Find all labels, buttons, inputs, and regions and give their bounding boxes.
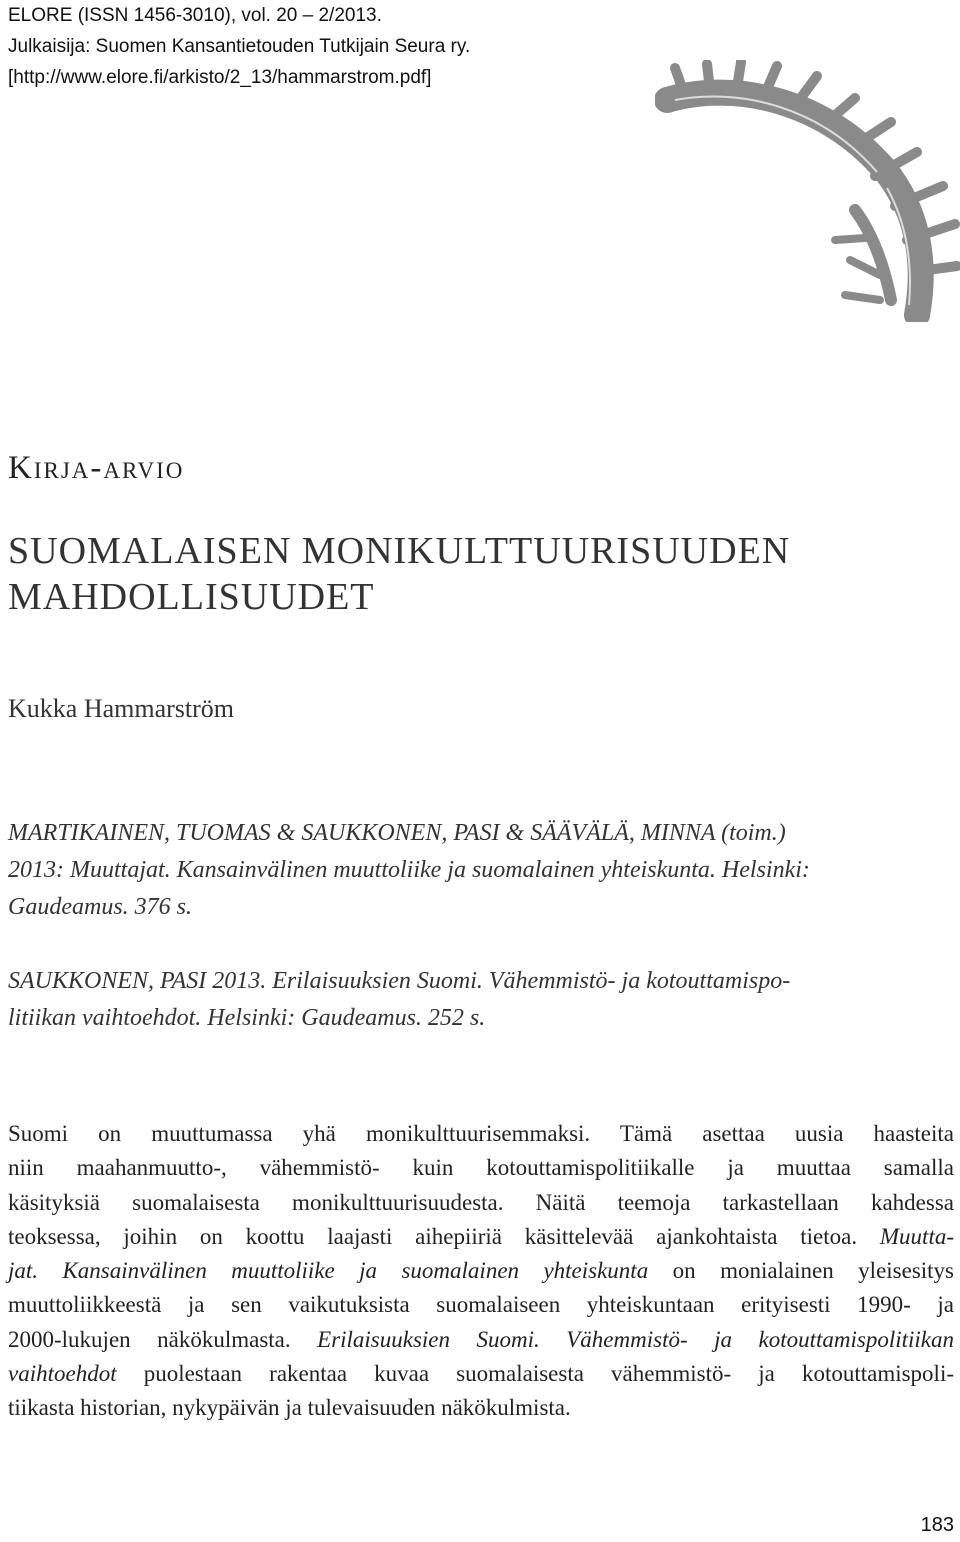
- journal-header: [8, 0, 470, 93]
- body-line: [8, 1357, 954, 1391]
- header-publisher-line: Julkaisija: Suomen Kansantietouden Tutkijain Seura ry.: [8, 36, 471, 57]
- header-issn-line: ELORE (ISSN 1456-3010), vol. 20 – 2/2013.: [8, 5, 382, 26]
- book-reference-1: [8, 815, 954, 926]
- book-title-italic: Erilaisuuksien Suomi. Vähemmistö- ja kotouttamispolitiikan: [317, 1326, 954, 1352]
- reference-2-line-2: litiikan vaihtoehdot. Helsinki: Gaudeamus. 252 s.: [8, 1005, 486, 1031]
- body-line: niin maahanmuutto-, vähemmistö- kuin kotouttamispolitiikalle ja muuttaa samalla: [8, 1155, 954, 1181]
- reference-1-line-2: 2013: Muuttajat. Kansainvälinen muuttoliike ja suomalainen yhteiskunta. Helsinki:: [8, 857, 810, 883]
- body-text-segment: on monialainen yleisesitys: [672, 1258, 955, 1284]
- body-line: tiikasta historian, nykypäivän ja tulevaisuuden näkökulmista.: [8, 1395, 571, 1421]
- book-reference-2: [8, 963, 954, 1037]
- body-line: muuttoliikkeestä ja sen vaikutuksista suomalaiseen yhteiskuntaan erityisesti 1990- ja: [8, 1292, 954, 1318]
- body-line: Suomi on muuttumassa yhä monikulttuurisemmaksi. Tämä asettaa uusia haasteita: [8, 1121, 954, 1146]
- body-line: [8, 1220, 954, 1254]
- book-title-italic: jat. Kansainvälinen muuttoliike ja suomalainen yhteiskunta: [8, 1258, 649, 1284]
- body-text-segment: puolestaan rakentaa kuvaa suomalaisesta vähemmistö- ja kotouttamispoli-: [143, 1361, 954, 1387]
- reference-1-line-3: Gaudeamus. 376 s.: [8, 894, 192, 920]
- review-body-paragraph: [8, 1117, 954, 1426]
- book-title-italic: Muutta-: [879, 1223, 954, 1249]
- body-text-segment: 2000-lukujen näkökulmasta.: [8, 1326, 291, 1352]
- header-url-line[interactable]: [http://www.elore.fi/arkisto/2_13/hammarstrom.pdf]: [8, 67, 432, 88]
- body-line: [8, 1254, 954, 1288]
- reindeer-antler-logo-icon: [655, 60, 960, 322]
- page-number: 183: [920, 1514, 954, 1536]
- author-name: Kukka Hammarström: [8, 694, 235, 723]
- body-line: käsityksiä suomalaisesta monikulttuurisuudesta. Näitä teemoja tarkastellaan kahdessa: [8, 1189, 954, 1215]
- body-text-segment: teoksessa, joihin on koottu laajasti aihepiiriä käsittelevää ajankohtaista tietoa.: [8, 1223, 858, 1249]
- title-line-1: SUOMALAISEN MONIKULTTUURISUUDEN: [8, 530, 791, 572]
- review-title: [8, 528, 790, 620]
- book-title-italic: vaihtoehdot: [8, 1361, 117, 1387]
- body-line: [8, 1323, 954, 1357]
- reference-1-line-1: MARTIKAINEN, TUOMAS & SAUKKONEN, PASI & SÄÄVÄLÄ, MINNA (toim.): [8, 820, 786, 846]
- reference-2-line-1: SAUKKONEN, PASI 2013. Erilaisuuksien Suomi. Vähemmistö- ja kotouttamispo-: [8, 968, 791, 994]
- title-line-2: MAHDOLLISUUDET: [8, 576, 375, 618]
- section-label: Kirja-arvio: [8, 450, 185, 486]
